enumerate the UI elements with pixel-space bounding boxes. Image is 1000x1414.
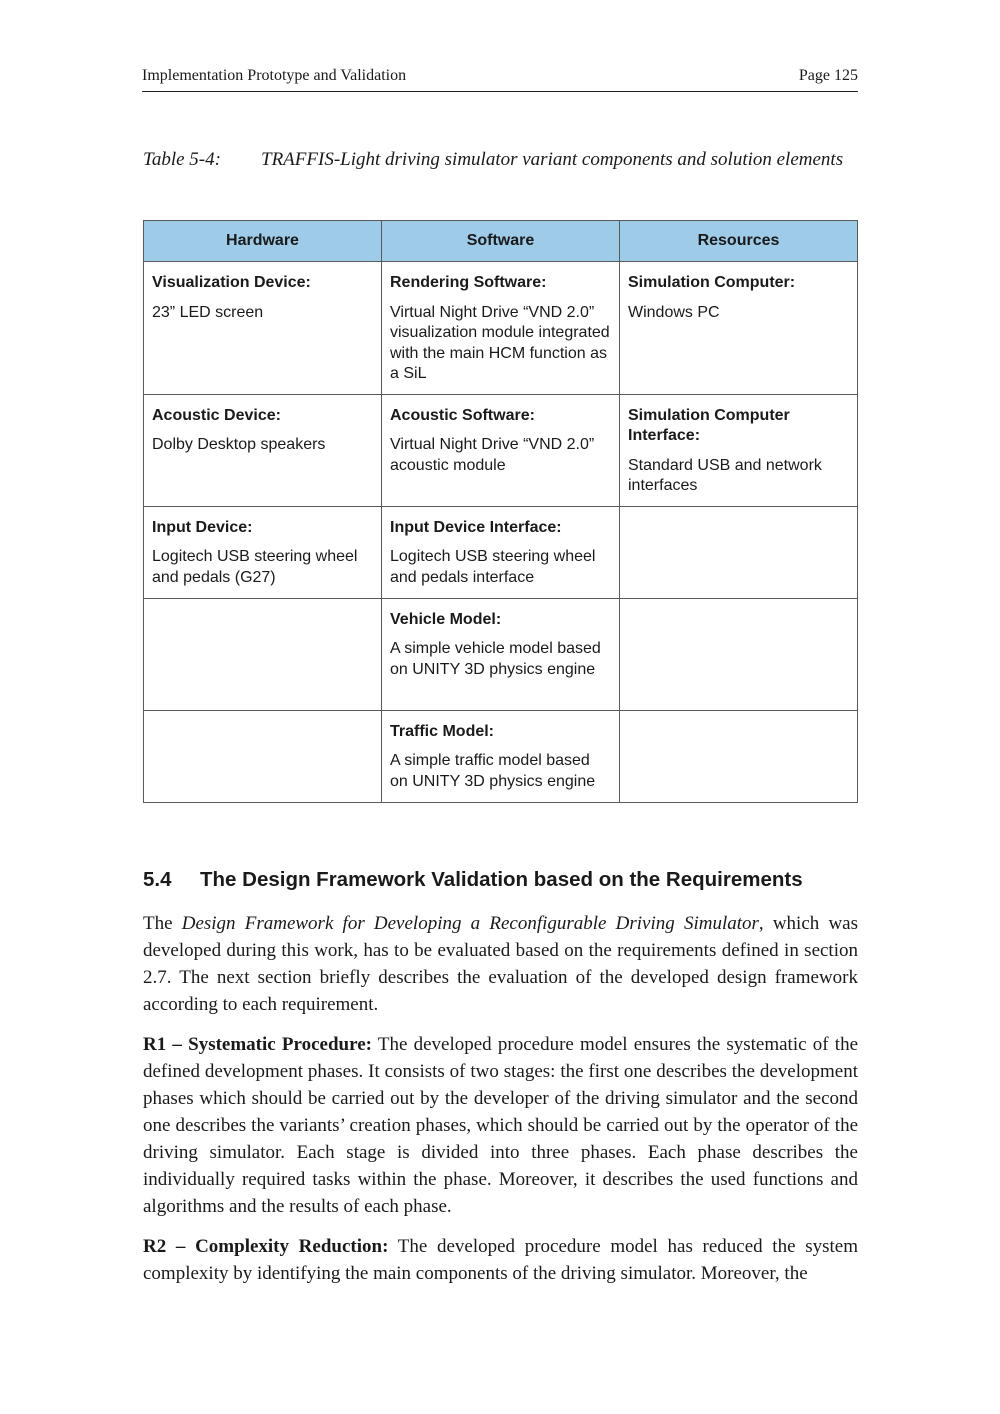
cell-title: Acoustic Device: <box>152 406 281 424</box>
table-cell <box>620 394 858 506</box>
table-header-row <box>144 221 858 262</box>
paragraph-text: The developed procedure model has reduced the system complexity by identifying the main components of the driving simulator. Moreover, the <box>143 1236 858 1284</box>
table-cell <box>382 598 620 710</box>
cell-body: Standard USB and network interfaces <box>628 456 822 494</box>
requirement-paragraph-r1 <box>143 1031 858 1220</box>
section-heading <box>143 868 858 892</box>
framework-name: Design Framework for Developing a Reconfigurable Driving Simulator <box>181 913 759 934</box>
cell-body: Windows PC <box>628 303 720 321</box>
column-header-resources: Resources <box>620 221 858 262</box>
cell-title: Input Device Interface: <box>390 518 562 536</box>
table-row <box>144 506 858 598</box>
requirement-paragraph-r2 <box>143 1233 858 1287</box>
header-page-number: Page 125 <box>798 67 858 84</box>
table-row <box>144 710 858 802</box>
table-cell-empty <box>144 710 382 802</box>
cell-body: Logitech USB steering wheel and pedals interface <box>390 548 596 586</box>
table-caption-number: Table 5-4: <box>143 149 221 170</box>
section-title: The Design Framework Validation based on the Requirements <box>200 868 803 891</box>
cell-body: A simple traffic model based on UNITY 3D physics engine <box>390 752 596 790</box>
cell-title: Traffic Model: <box>390 722 495 740</box>
cell-title: Acoustic Software: <box>390 406 535 424</box>
requirement-label: R2 – Complexity Reduction: <box>143 1236 389 1257</box>
table-caption-text: TRAFFIS-Light driving simulator variant components and solution elements <box>261 149 844 170</box>
paragraph-text: The developed procedure model ensures the systematic of the defined development phases. It consists of two stages: the first one describes the development phases which should be carried out by the developer of the driving simulator and the second one describes the variants’ creation phases, which should be carried out by the operator of the driving simulator. Each stage is divided into three phases. Each phase describes the individually required tasks within the phase. Moreover, it describes the used functions and algorithms and the results of each phase. <box>143 1034 859 1217</box>
requirement-label: R1 – Systematic Procedure: <box>143 1034 372 1055</box>
table-cell-empty <box>620 598 858 710</box>
header-chapter-title: Implementation Prototype and Validation <box>142 67 407 84</box>
cell-title: Simulation Computer Interface: <box>628 406 790 444</box>
cell-title: Vehicle Model: <box>390 610 502 628</box>
section-number: 5.4 <box>143 868 172 891</box>
table-cell <box>382 710 620 802</box>
components-table <box>143 220 858 803</box>
cell-title: Simulation Computer: <box>628 274 796 291</box>
table-cell <box>620 262 858 395</box>
table-row <box>144 394 858 506</box>
cell-body: Virtual Night Drive “VND 2.0” visualization module integrated with the main HCM function as a SiL <box>390 303 610 382</box>
cell-body: A simple vehicle model based on UNITY 3D physics engine <box>390 640 601 678</box>
cell-title: Rendering Software: <box>390 274 547 291</box>
column-header-hardware: Hardware <box>144 221 382 262</box>
table-cell-empty <box>620 710 858 802</box>
body-paragraph <box>143 910 858 1018</box>
cell-body: Logitech USB steering wheel and pedals (G27) <box>152 548 358 586</box>
table-cell <box>382 262 620 395</box>
paragraph-text: , which was developed during this work, has to be evaluated based on the requirements defined in section 2.7. The next section briefly describes the evaluation of the developed design framework according to each requirement. <box>143 913 858 1015</box>
cell-body: Dolby Desktop speakers <box>152 436 326 453</box>
table-cell <box>144 394 382 506</box>
table-row <box>144 262 858 395</box>
table-row <box>144 598 858 710</box>
table-cell-empty <box>144 598 382 710</box>
column-header-software: Software <box>382 221 620 262</box>
cell-title: Input Device: <box>152 518 253 536</box>
table-cell-empty <box>620 506 858 598</box>
table-cell <box>144 506 382 598</box>
table-cell <box>144 262 382 395</box>
running-header <box>142 64 858 92</box>
table-cell <box>382 506 620 598</box>
table-caption <box>143 146 858 173</box>
paragraph-text: The <box>143 913 182 934</box>
cell-body: 23” LED screen <box>152 303 264 321</box>
cell-body: Virtual Night Drive “VND 2.0” acoustic module <box>390 436 595 474</box>
table-cell <box>382 394 620 506</box>
cell-title: Visualization Device: <box>152 274 311 291</box>
